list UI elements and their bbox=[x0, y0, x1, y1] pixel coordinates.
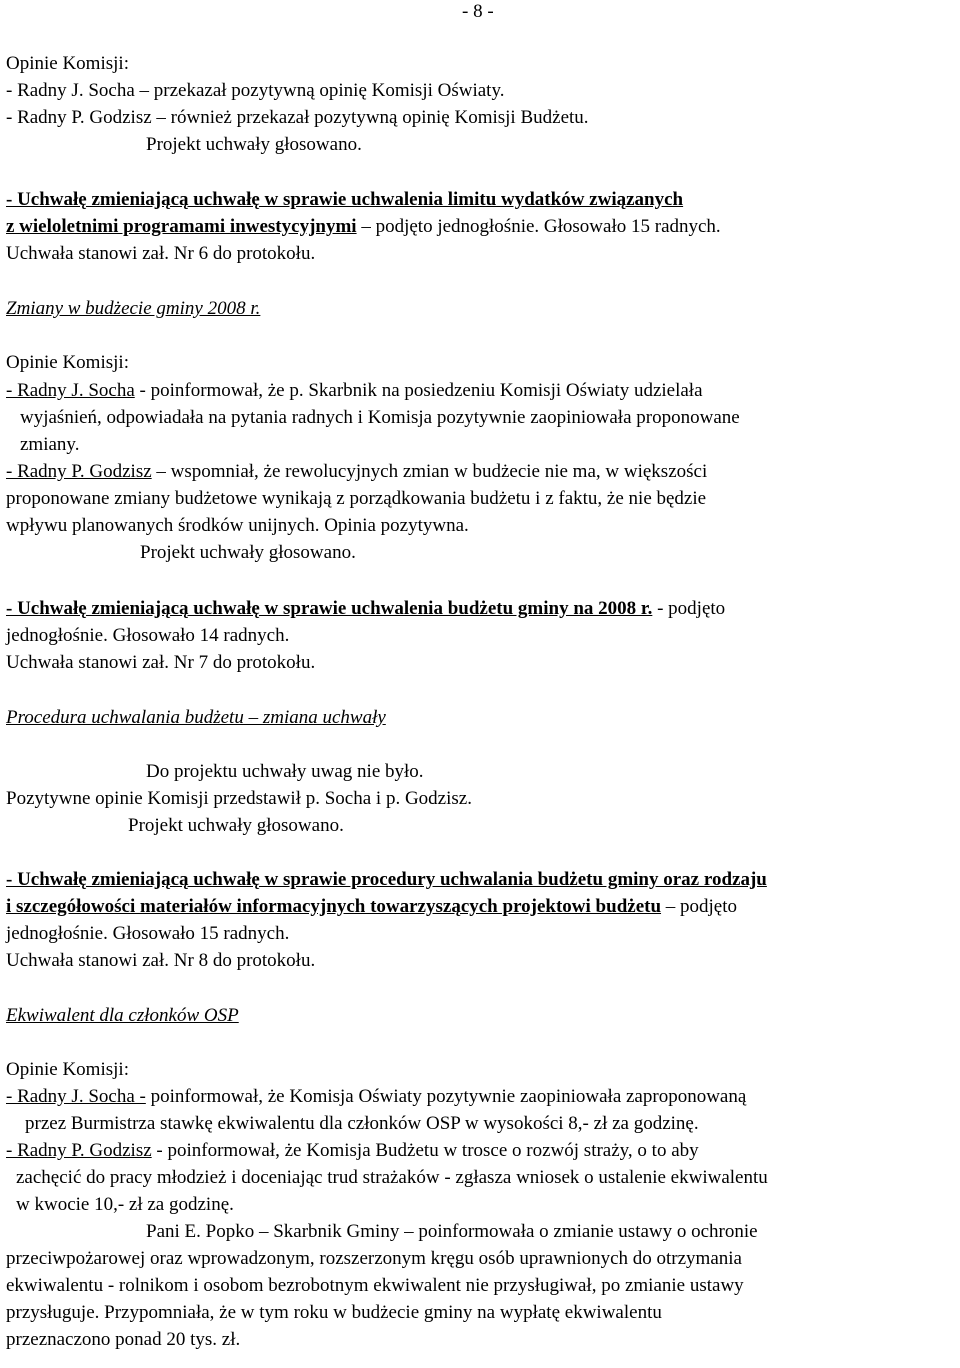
opinion-line bbox=[6, 1085, 746, 1109]
opinion-text: – przekazał pozytywną opinię Komisji Oświaty. bbox=[134, 80, 505, 101]
opinion-text: wyjaśnień, odpowiadała na pytania radnych i Komisja pozytywnie zaopiniowała proponowane bbox=[20, 407, 740, 428]
page-number: - 8 - bbox=[462, 1, 494, 22]
speaker-name: - Radny J. Socha bbox=[6, 380, 135, 401]
commission-opinions-heading: Opinie Komisji: bbox=[6, 352, 129, 373]
opinion-text: zachęcić do pracy młodzież i doceniając trud strażaków - zgłasza wniosek o ustalenie ekwiwalentu bbox=[16, 1167, 768, 1188]
opinion-line bbox=[6, 106, 589, 130]
treasurer-statement: przeznaczono ponad 20 tys. zł. bbox=[6, 1329, 241, 1350]
speaker-name: - Radny J. Socha bbox=[6, 80, 135, 101]
speaker-name: - Radny J. Socha - bbox=[6, 1086, 146, 1107]
opinion-text: – wspomniał, że rewolucyjnych zmian w budżecie nie ma, w większości bbox=[151, 461, 708, 482]
treasurer-statement: przeciwpożarowej oraz wprowadzonym, rozszerzonym kręgu osób uprawnionych do otrzymania bbox=[6, 1248, 742, 1269]
opinion-text: - poinformował, że p. Skarbnik na posiedzeniu Komisji Oświaty udzielała bbox=[134, 380, 703, 401]
opinions-note: Pozytywne opinie Komisji przedstawił p. Socha i p. Godzisz. bbox=[6, 788, 472, 809]
resolution-result: jednogłośnie. Głosowało 14 radnych. bbox=[6, 625, 290, 646]
resolution-title: - Uchwałę zmieniającą uchwałę w sprawie uchwalenia budżetu gminy na 2008 r. bbox=[6, 598, 653, 619]
opinion-text: wpływu planowanych środków unijnych. Opinia pozytywna. bbox=[6, 515, 469, 536]
opinion-text: proponowane zmiany budżetowe wynikają z porządkowania budżetu i z faktu, że nie będzie bbox=[6, 488, 707, 509]
commission-opinions-heading: Opinie Komisji: bbox=[6, 1059, 129, 1080]
resolution-result: – podjęto bbox=[661, 896, 738, 917]
opinion-text: poinformował, że Komisja Oświaty pozytywnie zaopiniowała zaproponowaną bbox=[145, 1086, 747, 1107]
opinion-text: przez Burmistrza stawkę ekwiwalentu dla członków OSP w wysokości 8,- zł za godzinę. bbox=[25, 1113, 699, 1134]
resolution-title: i szczegółowości materiałów informacyjnych towarzyszących projektowi budżetu bbox=[6, 896, 662, 917]
resolution-result: – podjęto jednogłośnie. Głosowało 15 radnych. bbox=[356, 216, 721, 237]
resolution-result-line bbox=[6, 895, 737, 919]
resolution-title: z wieloletnimi programami inwestycyjnymi bbox=[6, 216, 357, 237]
speaker-name: - Radny P. Godzisz bbox=[6, 107, 152, 128]
opinion-text: – również przekazał pozytywną opinię Komisji Budżetu. bbox=[151, 107, 589, 128]
opinion-line bbox=[6, 1139, 699, 1163]
speaker-name: - Radny P. Godzisz bbox=[6, 1140, 152, 1161]
section-title: Procedura uchwalania budżetu – zmiana uchwały bbox=[6, 707, 386, 728]
treasurer-statement: ekwiwalentu - rolnikom i osobom bezrobotnym ekwiwalent nie przysługiwał, po zmianie ustawy bbox=[6, 1275, 744, 1296]
resolution-title: - Uchwałę zmieniającą uchwałę w sprawie uchwalenia limitu wydatków związanych bbox=[6, 189, 684, 210]
resolution-result-line bbox=[6, 215, 721, 239]
treasurer-statement: Pani E. Popko – Skarbnik Gminy – poinformowała o zmianie ustawy o ochronie bbox=[146, 1221, 758, 1242]
speaker-name: - Radny P. Godzisz bbox=[6, 461, 152, 482]
resolution-result-line bbox=[6, 597, 725, 621]
treasurer-statement: przysługuje. Przypomniała, że w tym roku w budżecie gminy na wypłatę ekwiwalentu bbox=[6, 1302, 662, 1323]
vote-note: Projekt uchwały głosowano. bbox=[128, 815, 344, 836]
resolution-result: jednogłośnie. Głosowało 15 radnych. bbox=[6, 923, 290, 944]
resolution-attachment: Uchwała stanowi zał. Nr 7 do protokołu. bbox=[6, 652, 316, 673]
section-title: Ekwiwalent dla członków OSP bbox=[6, 1005, 239, 1026]
vote-note: Projekt uchwały głosowano. bbox=[146, 134, 362, 155]
commission-opinions-heading: Opinie Komisji: bbox=[6, 53, 129, 74]
no-comments-note: Do projektu uchwały uwag nie było. bbox=[146, 761, 424, 782]
resolution-title: - Uchwałę zmieniającą uchwałę w sprawie procedury uchwalania budżetu gminy oraz rodzaju bbox=[6, 869, 767, 890]
resolution-attachment: Uchwała stanowi zał. Nr 8 do protokołu. bbox=[6, 950, 316, 971]
opinion-line bbox=[6, 379, 703, 403]
opinion-text: - poinformował, że Komisja Budżetu w trosce o rozwój straży, o to aby bbox=[151, 1140, 699, 1161]
opinion-line bbox=[6, 460, 707, 484]
resolution-attachment: Uchwała stanowi zał. Nr 6 do protokołu. bbox=[6, 243, 316, 264]
opinion-text: zmiany. bbox=[20, 434, 80, 455]
resolution-result: - podjęto bbox=[652, 598, 726, 619]
opinion-line bbox=[6, 79, 504, 103]
vote-note: Projekt uchwały głosowano. bbox=[140, 542, 356, 563]
opinion-text: w kwocie 10,- zł za godzinę. bbox=[16, 1194, 234, 1215]
section-title: Zmiany w budżecie gminy 2008 r. bbox=[6, 298, 261, 319]
